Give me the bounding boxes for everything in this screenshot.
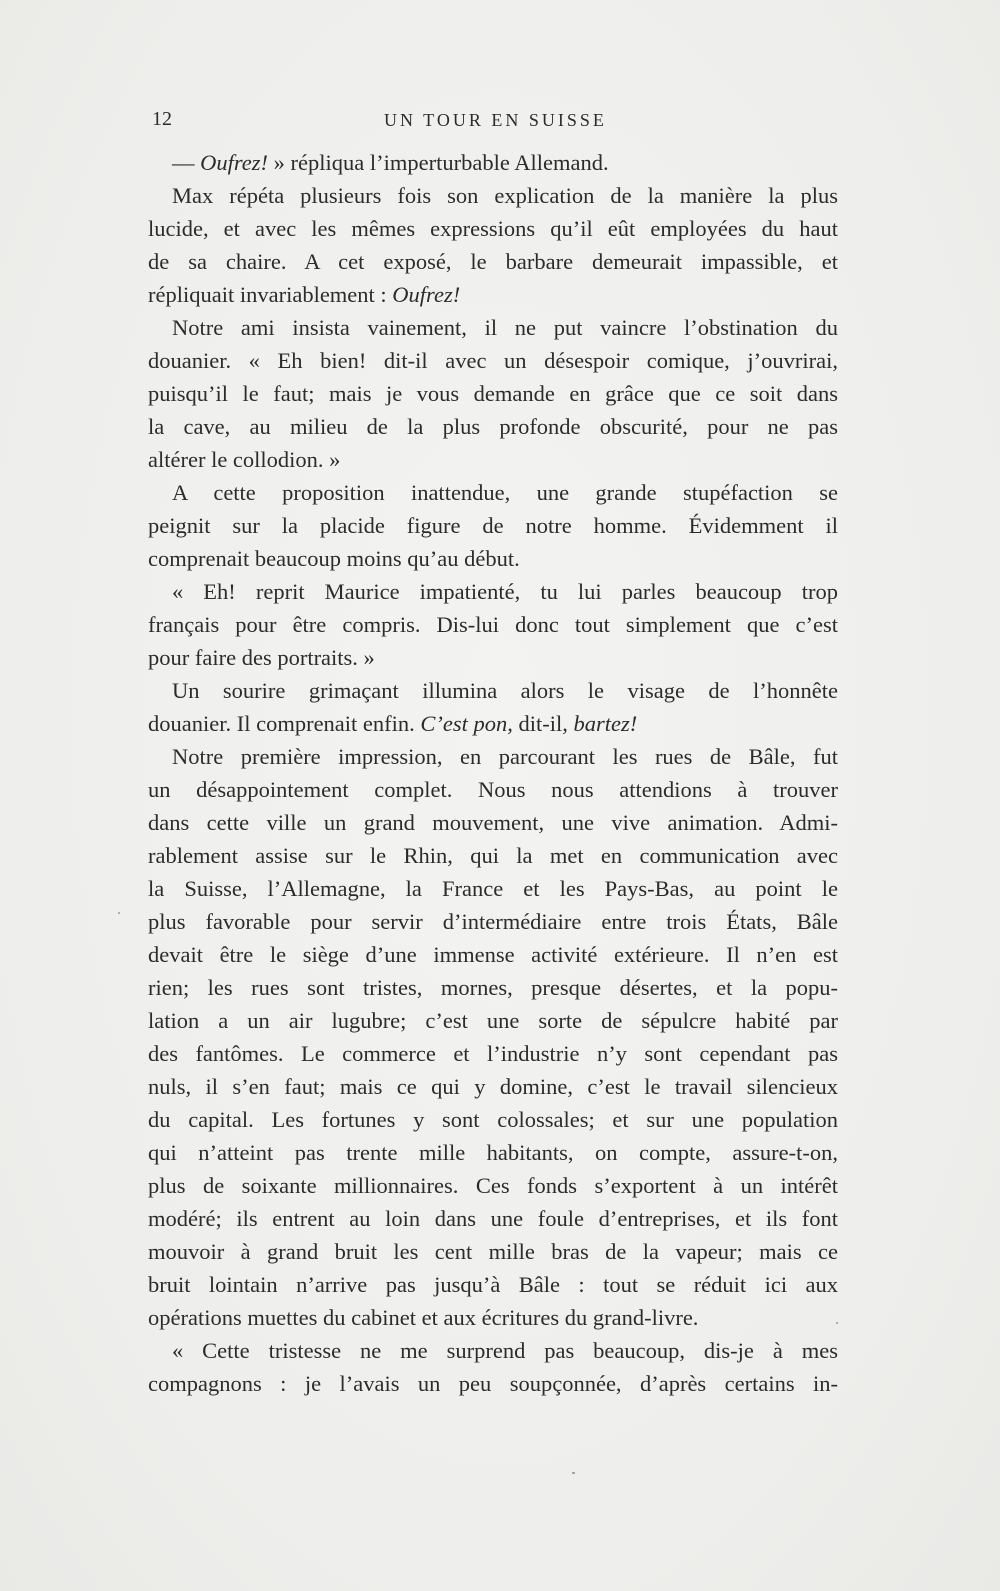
text-segment: comprenait beaucoup moins qu’au début. (148, 546, 520, 571)
text-line (148, 311, 838, 344)
text-segment: « Cette tristesse ne me surprend pas beaucoup, dis-je à mes (172, 1338, 838, 1363)
text-segment: un désappointement complet. Nous nous attendions à trouver (148, 777, 838, 802)
text-line (148, 806, 838, 839)
text-line (148, 1202, 838, 1235)
text-segment: » répliqua l’imperturbable Allemand. (268, 150, 609, 175)
body-text (148, 146, 838, 1400)
text-segment: plus favorable pour servir d’intermédiaire entre trois États, Bâle (148, 909, 838, 934)
text-line (148, 1301, 838, 1334)
text-segment: rablement assise sur le Rhin, qui la met en communication avec (148, 843, 838, 868)
paper-speck (572, 1472, 575, 1474)
text-line (148, 1103, 838, 1136)
text-line (148, 773, 838, 806)
paper-speck (836, 1322, 838, 1324)
text-segment: « Eh! reprit Maurice impatienté, tu lui parles beaucoup trop (172, 579, 838, 604)
text-segment: de sa chaire. A cet exposé, le barbare demeurait impassible, et (148, 249, 838, 274)
text-line (148, 1367, 838, 1400)
text-segment: devait être le siège d’une immense activité extérieure. Il n’en est (148, 942, 838, 967)
text-segment: peignit sur la placide figure de notre homme. Évidemment il (148, 513, 838, 538)
italic-text: C’est pon, (420, 711, 513, 736)
text-line (148, 872, 838, 905)
text-segment: la cave, au milieu de la plus profonde obscurité, pour ne pas (148, 414, 838, 439)
text-segment: modéré; ils entrent au loin dans une foule d’entreprises, et ils font (148, 1206, 838, 1231)
text-segment: rien; les rues sont tristes, mornes, presque désertes, et la popu- (148, 975, 838, 1000)
text-segment: qui n’atteint pas trente mille habitants, on compte, assure-t-on, (148, 1140, 838, 1165)
text-segment: du capital. Les fortunes y sont colossales; et sur une population (148, 1107, 838, 1132)
text-segment: plus de soixante millionnaires. Ces fonds s’exportent à un intérêt (148, 1173, 838, 1198)
text-line (148, 344, 838, 377)
text-segment: A cette proposition inattendue, une grande stupéfaction se (172, 480, 838, 505)
text-line (148, 971, 838, 1004)
text-segment: nuls, il s’en faut; mais ce qui y domine, c’est le travail silencieux (148, 1074, 838, 1099)
text-segment: altérer le collodion. » (148, 447, 341, 472)
text-segment: compagnons : je l’avais un peu soupçonnée, d’après certains in- (148, 1371, 838, 1396)
text-segment: opérations muettes du cabinet et aux écritures du grand-livre. (148, 1305, 699, 1330)
text-segment: douanier. « Eh bien! dit-il avec un désespoir comique, j’ouvrirai, (148, 348, 838, 373)
text-line (148, 740, 838, 773)
text-segment: puisqu’il le faut; mais je vous demande en grâce que ce soit dans (148, 381, 838, 406)
italic-text: bartez! (573, 711, 638, 736)
text-line (148, 443, 838, 476)
page-number: 12 (152, 108, 172, 130)
text-segment: bruit lointain n’arrive pas jusqu’à Bâle : tout se réduit ici aux (148, 1272, 838, 1297)
text-line (148, 1169, 838, 1202)
text-segment: pour faire des portraits. » (148, 645, 375, 670)
italic-text: Oufrez! (392, 282, 461, 307)
text-line (148, 509, 838, 542)
text-line (148, 542, 838, 575)
text-segment: lucide, et avec les mêmes expressions qu’il eût employées du haut (148, 216, 838, 241)
text-segment: Notre première impression, en parcourant les rues de Bâle, fut (172, 744, 838, 769)
text-segment: lation a un air lugubre; c’est une sorte de sépulcre habité par (148, 1008, 838, 1033)
text-line (148, 245, 838, 278)
text-line (148, 476, 838, 509)
text-line (148, 608, 838, 641)
text-line (148, 146, 838, 179)
text-line (148, 839, 838, 872)
italic-text: Oufrez! (200, 150, 269, 175)
text-line (148, 1136, 838, 1169)
text-segment: dans cette ville un grand mouvement, une vive animation. Admi- (148, 810, 838, 835)
page-header (152, 108, 852, 136)
text-line (148, 1004, 838, 1037)
text-segment: Notre ami insista vainement, il ne put vaincre l’obstination du (172, 315, 838, 340)
text-segment: mouvoir à grand bruit les cent mille bras de la vapeur; mais ce (148, 1239, 838, 1264)
text-line (148, 905, 838, 938)
text-line (148, 1334, 838, 1367)
text-line (148, 707, 838, 740)
running-title: UN TOUR EN SUISSE (384, 110, 607, 130)
text-line (148, 278, 838, 311)
text-line (148, 641, 838, 674)
text-line (148, 1070, 838, 1103)
text-segment: la Suisse, l’Allemagne, la France et les Pays-Bas, au point le (148, 876, 838, 901)
text-segment: Un sourire grimaçant illumina alors le visage de l’honnête (172, 678, 838, 703)
text-segment: français pour être compris. Dis-lui donc tout simplement que c’est (148, 612, 838, 637)
text-line (148, 212, 838, 245)
text-line (148, 674, 838, 707)
text-segment: douanier. Il comprenait enfin. (148, 711, 421, 736)
text-segment: dit-il, (512, 711, 574, 736)
text-line (148, 575, 838, 608)
text-segment: — (172, 150, 201, 175)
text-segment: des fantômes. Le commerce et l’industrie n’y sont cependant pas (148, 1041, 838, 1066)
text-line (148, 1268, 838, 1301)
text-line (148, 179, 838, 212)
paper-speck (118, 912, 120, 914)
text-segment: Max répéta plusieurs fois son explication de la manière la plus (172, 183, 838, 208)
text-line (148, 377, 838, 410)
text-line (148, 938, 838, 971)
text-line (148, 1235, 838, 1268)
text-line (148, 410, 838, 443)
text-segment: répliquait invariablement : (148, 282, 393, 307)
text-line (148, 1037, 838, 1070)
